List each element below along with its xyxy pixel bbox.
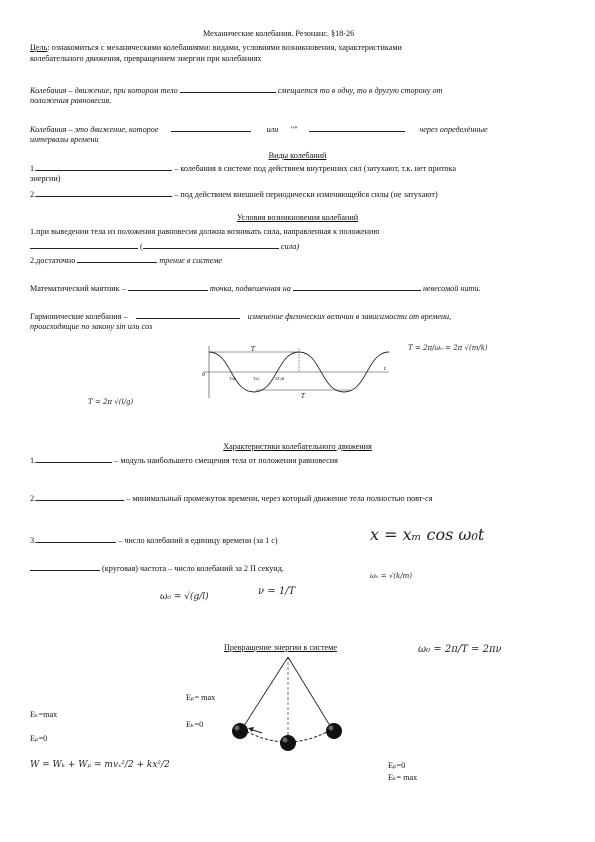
types-item-1-num: 1. <box>30 164 37 173</box>
page-title: Механические колебания. Резонанс. §18-26 <box>203 29 355 38</box>
conditions-heading: Условия возникновения колебаний <box>236 213 359 222</box>
ball-left <box>232 723 248 739</box>
types-item-1 <box>30 162 456 174</box>
pendulum-string-left <box>242 657 288 729</box>
energy-ek-max-bottom: Eₖ= max <box>388 773 418 782</box>
harmonic-equation: x = xₘ cos ω₀t <box>370 525 485 544</box>
energy-ek-max-left: Eₖ=max <box>30 710 58 719</box>
conditions-line-2 <box>30 240 299 252</box>
energy-heading: Превращение энергии в системе <box>224 643 337 652</box>
energy-ep-zero-bottom: Eₚ=0 <box>388 761 406 770</box>
period-pendulum-formula: T = 2π √(l/g) <box>88 398 134 406</box>
char-item-2-text: – минимальный промежуток времени, через который движение тела полностью повт-ся <box>126 494 433 503</box>
conditions-line-1: 1.при выведении тела из положения равновесия должна возникать сила, направленная к положению <box>30 227 380 236</box>
graph-origin: 0 <box>202 372 206 378</box>
def2-blank-2 <box>309 123 405 132</box>
types-item-2-blank <box>36 188 172 197</box>
def1-start: Колебания – движение, при котором тело <box>30 86 178 95</box>
pendulum-blank-1 <box>128 282 208 291</box>
char-item-1-text: – модуль наибольшего смещения тела от положения равновесия <box>114 456 338 465</box>
graph-t-axis: t <box>384 366 387 372</box>
types-item-1-blank <box>36 162 172 171</box>
def1-middle: смещается то в одну, то в другую сторону от <box>277 86 443 95</box>
char-item-4-blank <box>30 562 100 571</box>
graph-tick-quarter: T/4 <box>229 376 236 381</box>
types-item-2-text: – под действием внешней периодически изменяющейся силы (не затухают) <box>174 190 438 199</box>
types-item-2 <box>30 188 438 200</box>
types-heading: Виды колебаний <box>268 151 327 160</box>
energy-ep-max-top: Eₚ= max <box>186 693 216 702</box>
char-item-2-blank <box>36 492 124 501</box>
def2-quotes: "" <box>290 125 298 134</box>
char-item-1-num: 1. <box>30 456 37 465</box>
energy-ep-zero-left: Eₚ=0 <box>30 734 48 743</box>
pendulum-point: точка, подвешенная на <box>209 284 291 293</box>
angular-frequency-full: ω₀ = 2π/T = 2πν <box>418 644 502 655</box>
pendulum-label: Математический маятник – <box>30 284 126 293</box>
graph-tick-half: T/2 <box>253 376 260 381</box>
char-item-3-text: – число колебаний в единицу времени (за 1 с) <box>118 536 278 545</box>
energy-ek-zero-top: Eₖ=0 <box>186 720 204 729</box>
def2-end: через определённые <box>419 125 488 134</box>
pendulum-blank-2 <box>293 282 421 291</box>
harmonic-law: происходящие по закону sin или cos <box>30 322 153 331</box>
goal-label: Цель <box>30 43 48 52</box>
types-item-2-num: 2. <box>30 190 37 199</box>
pendulum-definition <box>30 282 481 294</box>
goal-text: : ознакомиться с механическими колебаниями: видами, условиями возникновения, характеристиками <box>47 43 402 52</box>
oscillation-graph <box>201 342 393 402</box>
graph-tick-3quarter: 3T/4 <box>275 376 285 381</box>
conditions-line-3 <box>30 254 222 266</box>
graph-t-bottom: T <box>301 393 306 400</box>
ball-center <box>280 735 296 751</box>
char-item-1-blank <box>36 454 112 463</box>
conditions-force: сила) <box>280 242 300 251</box>
def1-blank <box>180 84 276 93</box>
harmonic-blank <box>136 310 240 319</box>
types-item-1-text: – колебания в системе под действием внутренних сил (затухают, т.к. нет притока <box>174 164 457 173</box>
characteristics-heading: Характеристики колебательного движения <box>223 442 372 451</box>
period-spring-formula: T = 2π/ω₀ = 2π √(m/k) <box>408 344 488 352</box>
def2-blank-1 <box>171 123 251 132</box>
conditions-blank-3 <box>77 254 157 263</box>
conditions-blank-1 <box>30 240 138 249</box>
char-item-4-text: (круговая) частота – число колебаний за 2 П секунд. <box>102 564 284 573</box>
frequency-formula: ν = 1/T <box>258 586 296 597</box>
char-item-2-num: 2. <box>30 494 37 503</box>
graph-t-top: T <box>251 346 256 353</box>
total-energy-formula: W = Wₖ + Wₚ = mvₓ²/2 + kx²/2 <box>30 760 170 770</box>
def2-start: Колебания – это движение, которое <box>30 125 159 134</box>
angular-frequency-pendulum: ω₀ = √(g/l) <box>160 592 209 602</box>
conditions-paren: ( <box>140 242 143 251</box>
char-item-3-num: 3. <box>30 536 37 545</box>
pendulum-thread: невесомой нити. <box>422 284 481 293</box>
angular-frequency-spring: ω₀ = √(k/m) <box>370 572 412 580</box>
def2-interval: интервалы времени <box>30 135 99 144</box>
def2-or: или <box>266 125 279 134</box>
char-item-1 <box>30 454 338 466</box>
def1-end: положения равновесия. <box>30 96 112 105</box>
ball-right <box>326 723 342 739</box>
harmonic-text: изменение физических величин в зависимости от времени, <box>247 312 452 321</box>
goal-line-2: колебательного движения, превращением энергии при колебаниях <box>30 54 262 63</box>
pendulum-string-right <box>288 657 332 729</box>
conditions-blank-2 <box>143 240 279 249</box>
char-item-4 <box>30 562 284 574</box>
conditions-enough: 2.достаточно <box>30 256 76 265</box>
pendulum-diagram <box>228 655 348 755</box>
char-item-3-blank <box>36 534 116 543</box>
goal-line-1 <box>30 42 402 53</box>
types-item-1-cont: энергии) <box>30 174 61 183</box>
char-item-3 <box>30 534 278 546</box>
char-item-2 <box>30 492 433 504</box>
conditions-friction: трение в системе <box>159 256 223 265</box>
harmonic-label: Гармонические колебания – <box>30 312 128 321</box>
